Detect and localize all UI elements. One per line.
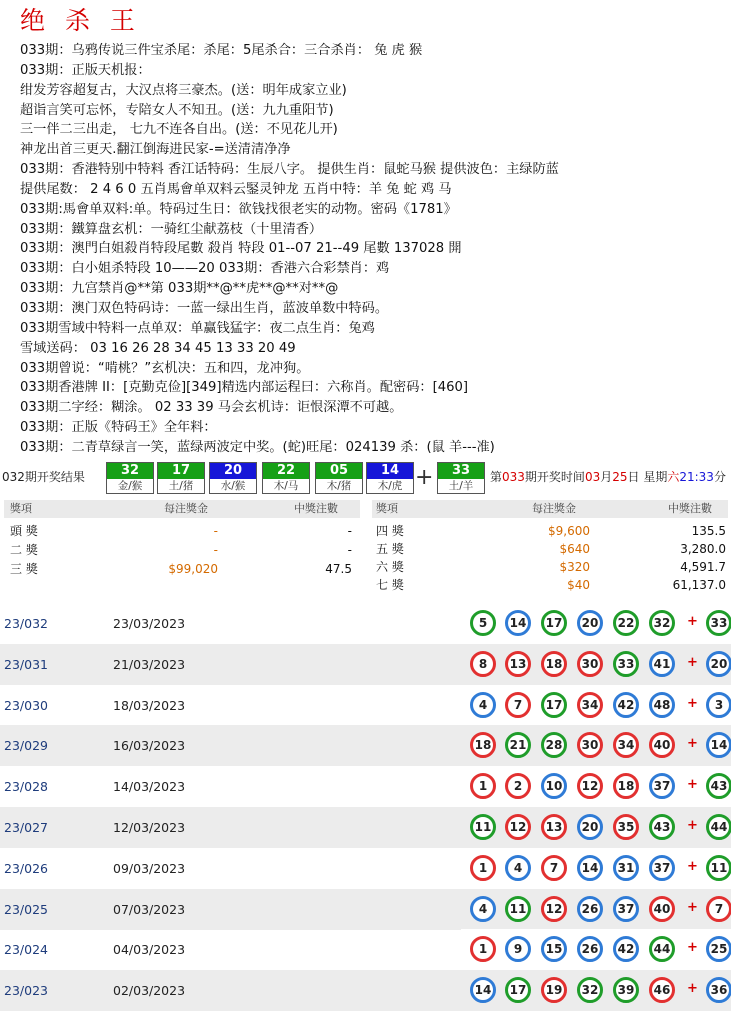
prize-count: 47.5	[325, 562, 352, 576]
ball-number: 05	[316, 463, 362, 479]
history-date: 16/03/2023	[113, 738, 186, 754]
draw-time: 21:33	[679, 470, 714, 484]
text-line: 033期：澳门双色特码诗：一蓝一绿出生肖，蓝波单数中特码。	[20, 300, 389, 316]
col-header: 獎項	[376, 502, 398, 515]
history-date: 09/03/2023	[113, 860, 186, 876]
history-row	[0, 848, 731, 889]
ball-zodiac: 木/虎	[377, 480, 403, 492]
history-ball: 11	[505, 896, 531, 922]
history-ball: 2	[505, 773, 531, 799]
history-ball: 31	[613, 855, 639, 881]
ball-zodiac: 土/羊	[448, 480, 474, 492]
prize-header-left	[4, 500, 360, 518]
prize-amount: $40	[567, 578, 590, 592]
plus-sign: +	[687, 736, 698, 752]
history-date: 07/03/2023	[113, 901, 186, 917]
history-ball: 1	[470, 773, 496, 799]
history-ball: 9	[505, 936, 531, 962]
plus-sign: +	[687, 940, 698, 956]
ball-number: 33	[438, 463, 484, 479]
history-row	[0, 889, 731, 930]
history-ball: 32	[577, 977, 603, 1003]
history-row	[0, 644, 731, 685]
text-line: 033期：澳門白姐殺肖特段尾數 殺肖 特段 01--07 21--49 尾數 137028 開	[20, 241, 462, 257]
history-ball: 18	[541, 651, 567, 677]
history-period[interactable]: 23/027	[4, 820, 48, 835]
history-row	[0, 970, 731, 1011]
history-ball: 17	[541, 692, 567, 718]
history-ball: 17	[541, 610, 567, 636]
history-ball: 14	[470, 977, 496, 1003]
prize-amount: $99,020	[168, 562, 218, 576]
prize-name: 四 獎	[376, 524, 404, 538]
history-special-ball: 3	[706, 692, 731, 718]
info-text: 期开奖时间	[524, 470, 585, 484]
history-ball: 42	[613, 692, 639, 718]
history-ball: 19	[541, 977, 567, 1003]
history-period[interactable]: 23/032	[4, 616, 48, 631]
next-issue: 033	[502, 470, 525, 484]
prize-name: 五 獎	[376, 542, 404, 556]
plus-sign: +	[687, 614, 698, 629]
prize-row	[4, 541, 360, 559]
plus-sign: +	[415, 465, 434, 490]
history-ball: 41	[649, 651, 675, 677]
history-period[interactable]: 23/029	[4, 738, 48, 754]
history-special-ball: 20	[706, 651, 731, 677]
history-ball: 12	[541, 896, 567, 922]
text-line: 超诣言笑可忘怀，专陪女人不知丑。(送：九九重阳节)	[20, 102, 334, 118]
prize-count: 61,137.0	[672, 578, 726, 592]
draw-ball	[157, 462, 205, 494]
history-ball: 44	[649, 936, 675, 962]
prize-name: 七 獎	[376, 578, 404, 592]
info-text: 分	[713, 470, 726, 484]
prize-amount: $640	[559, 542, 590, 556]
text-line: 033期：正版《特码王》全年料：	[20, 420, 217, 436]
text-line: 033期雪域中特料一点单双：单赢钱猛字：夜二点生肖：兔鸡	[20, 320, 375, 336]
history-ball: 22	[613, 610, 639, 636]
history-row	[0, 807, 731, 848]
history-special-ball: 36	[706, 977, 731, 1003]
history-ball: 4	[505, 855, 531, 881]
history-ball: 20	[577, 814, 603, 840]
history-ball: 15	[541, 936, 567, 962]
draw-result-label: 032期开奖结果	[2, 470, 85, 484]
history-ball: 18	[613, 773, 639, 799]
history-ball: 21	[505, 732, 531, 758]
plus-sign: +	[687, 899, 698, 915]
history-date: 18/03/2023	[113, 697, 186, 713]
history-special-ball: 43	[706, 773, 731, 799]
col-header: 獎項	[10, 502, 32, 515]
prize-row	[4, 522, 360, 540]
prize-count: 4,591.7	[680, 560, 726, 574]
history-ball: 28	[541, 732, 567, 758]
history-row	[0, 603, 731, 644]
info-text: 日 星期	[627, 470, 668, 484]
history-ball: 11	[470, 814, 496, 840]
prize-row	[372, 558, 728, 576]
prize-header-right	[372, 500, 728, 518]
prize-name: 六 獎	[376, 560, 404, 574]
history-ball: 46	[649, 977, 675, 1003]
draw-ball	[262, 462, 310, 494]
history-ball: 18	[470, 732, 496, 758]
prize-count: 135.5	[691, 524, 726, 538]
history-ball: 37	[649, 855, 675, 881]
text-line: 提供尾数： 2 4 6 0 五肖馬會单双料云鋻灵钟龙 五肖中特：羊 兔 蛇 鸡 马	[20, 181, 452, 197]
history-ball: 39	[613, 977, 639, 1003]
prize-row	[372, 540, 728, 558]
draw-ball	[106, 462, 154, 494]
prize-row	[372, 522, 728, 540]
history-ball: 4	[470, 692, 496, 718]
prediction-text-block	[20, 41, 725, 458]
history-special-ball: 14	[706, 732, 731, 758]
ball-zodiac: 水/猴	[220, 480, 246, 492]
history-ball: 26	[577, 896, 603, 922]
plus-sign: +	[687, 695, 698, 711]
prize-name: 二 獎	[10, 543, 38, 557]
ball-zodiac: 木/马	[273, 480, 299, 492]
history-ball: 7	[505, 692, 531, 718]
prize-name: 頭 獎	[10, 524, 38, 538]
history-ball: 34	[577, 692, 603, 718]
history-row	[0, 725, 731, 766]
ball-zodiac: 金/猴	[117, 480, 143, 492]
history-special-ball: 33	[706, 610, 731, 636]
history-period[interactable]: 23/024	[4, 942, 48, 958]
text-line: 033期：正版天机报：	[20, 62, 151, 78]
history-ball: 13	[505, 651, 531, 677]
plus-sign: +	[687, 818, 698, 833]
history-row	[0, 766, 731, 807]
prize-amount: $320	[559, 560, 590, 574]
history-ball: 17	[505, 977, 531, 1003]
history-ball: 14	[577, 855, 603, 881]
plus-sign: +	[687, 777, 698, 793]
draw-ball	[315, 462, 363, 494]
text-line: 033期曾说：“啃桃？”玄机决：五和四，龙冲狗。	[20, 360, 310, 376]
history-ball: 14	[505, 610, 531, 636]
history-ball: 32	[649, 610, 675, 636]
history-period[interactable]: 23/026	[4, 860, 48, 876]
history-period[interactable]: 23/025	[4, 901, 48, 917]
text-line: 033期:馬會单双料:单。特码过生日：欲钱找很老实的动物。密码《1781》	[20, 201, 457, 217]
text-line: 033期：白小姐杀特段 10——20 033期：香港六合彩禁肖：鸡	[20, 261, 390, 277]
history-special-ball: 11	[706, 855, 731, 881]
prize-row	[372, 576, 728, 594]
draw-ball	[209, 462, 257, 494]
history-special-ball: 25	[706, 936, 731, 962]
prize-count: 3,280.0	[680, 542, 726, 556]
text-line: 033期：九宫禁肖@**第 033期**@**虎**@**对**@	[20, 281, 339, 297]
prize-amount: $9,600	[548, 524, 590, 538]
history-ball: 33	[613, 651, 639, 677]
history-date: 04/03/2023	[113, 942, 186, 958]
history-date: 23/03/2023	[113, 616, 186, 631]
col-header: 中獎注數	[668, 502, 712, 515]
text-line: 033期香港牌 II：[克勤克俭][349]精选内部运程曰：六称肖。配密码：[460]	[20, 380, 469, 396]
history-ball: 1	[470, 936, 496, 962]
history-ball: 1	[470, 855, 496, 881]
text-line: 绀发芳容超复古，大汉点将三豪杰。(送：明年成家立业)	[20, 82, 347, 98]
ball-number: 17	[158, 463, 204, 479]
col-header: 中獎注數	[294, 502, 338, 515]
text-line: 雪域送码： 03 16 26 28 34 45 13 33 20 49	[20, 340, 296, 356]
draw-day: 25	[612, 470, 628, 484]
history-date: 12/03/2023	[113, 820, 186, 835]
history-ball: 42	[613, 936, 639, 962]
next-draw-info	[490, 468, 726, 485]
col-header: 每注獎金	[164, 502, 208, 515]
plus-sign: +	[687, 981, 698, 997]
prize-amount: -	[213, 543, 218, 557]
history-row	[0, 685, 731, 726]
prize-name: 三 獎	[10, 562, 38, 576]
history-period[interactable]: 23/031	[4, 656, 48, 672]
info-text: 第	[490, 470, 503, 484]
ball-number: 32	[107, 463, 153, 479]
history-date: 02/03/2023	[113, 983, 186, 999]
history-ball: 37	[613, 896, 639, 922]
history-ball: 20	[577, 610, 603, 636]
info-text: 月	[600, 470, 613, 484]
history-period[interactable]: 23/030	[4, 697, 48, 713]
history-ball: 40	[649, 732, 675, 758]
history-ball: 5	[470, 610, 496, 636]
ball-number: 14	[367, 463, 413, 479]
ball-number: 22	[263, 463, 309, 479]
text-line: 033期：鐵算盘玄机：一骑红尘献荔枝（十里清香）	[20, 221, 323, 237]
prize-count: -	[347, 524, 352, 538]
history-date: 21/03/2023	[113, 656, 186, 672]
special-ball	[437, 462, 485, 494]
history-ball: 30	[577, 732, 603, 758]
history-ball: 43	[649, 814, 675, 840]
draw-weekday: 六	[667, 470, 680, 484]
text-line: 神龙出首三更天.翻江倒海进民家-=送清清净净	[20, 142, 291, 158]
draw-result-bar	[0, 462, 731, 494]
prize-count: -	[347, 543, 352, 557]
plus-sign: +	[687, 858, 698, 874]
col-header: 每注獎金	[532, 502, 576, 515]
prize-row	[4, 560, 360, 578]
page-title: 绝 杀 王	[20, 6, 141, 35]
history-date: 14/03/2023	[113, 779, 186, 795]
history-period[interactable]: 23/023	[4, 983, 48, 999]
ball-zodiac: 土/猪	[168, 480, 194, 492]
history-ball: 35	[613, 814, 639, 840]
prize-amount: -	[213, 524, 218, 538]
ball-zodiac: 木/猪	[326, 480, 352, 492]
history-ball: 12	[505, 814, 531, 840]
history-ball: 8	[470, 651, 496, 677]
history-special-ball: 7	[706, 896, 731, 922]
text-line: 三一伴二三出走， 七九不连各自出。(送：不见花儿开)	[20, 122, 338, 138]
history-ball: 30	[577, 651, 603, 677]
history-ball: 13	[541, 814, 567, 840]
history-ball: 10	[541, 773, 567, 799]
text-line: 033期二字经：糊涂。 02 33 39 马会玄机诗：讵恨深潭不可越。	[20, 400, 403, 416]
history-row	[0, 929, 731, 970]
text-line: 033期：二青草绿言一笑，蓝绿两波定中奖。(蛇)旺尾：024139 杀：(鼠 羊---准)	[20, 439, 495, 455]
history-special-ball: 44	[706, 814, 731, 840]
history-ball: 48	[649, 692, 675, 718]
text-line: 033期：乌鸦传说三件宝杀尾：杀尾：5尾杀合：三合杀肖： 兔 虎 猴	[20, 43, 423, 58]
history-ball: 37	[649, 773, 675, 799]
text-line: 033期：香港特别中特料 香江话特码：生辰八字。 提供生肖：鼠蛇马猴 提供波色：主绿防蓝	[20, 162, 559, 178]
ball-number: 20	[210, 463, 256, 479]
history-ball: 26	[577, 936, 603, 962]
draw-month: 03	[584, 470, 601, 484]
history-period[interactable]: 23/028	[4, 779, 48, 795]
plus-sign: +	[687, 654, 698, 670]
draw-ball	[366, 462, 414, 494]
history-ball: 40	[649, 896, 675, 922]
history-ball: 7	[541, 855, 567, 881]
history-ball: 12	[577, 773, 603, 799]
history-ball: 4	[470, 896, 496, 922]
history-ball: 34	[613, 732, 639, 758]
